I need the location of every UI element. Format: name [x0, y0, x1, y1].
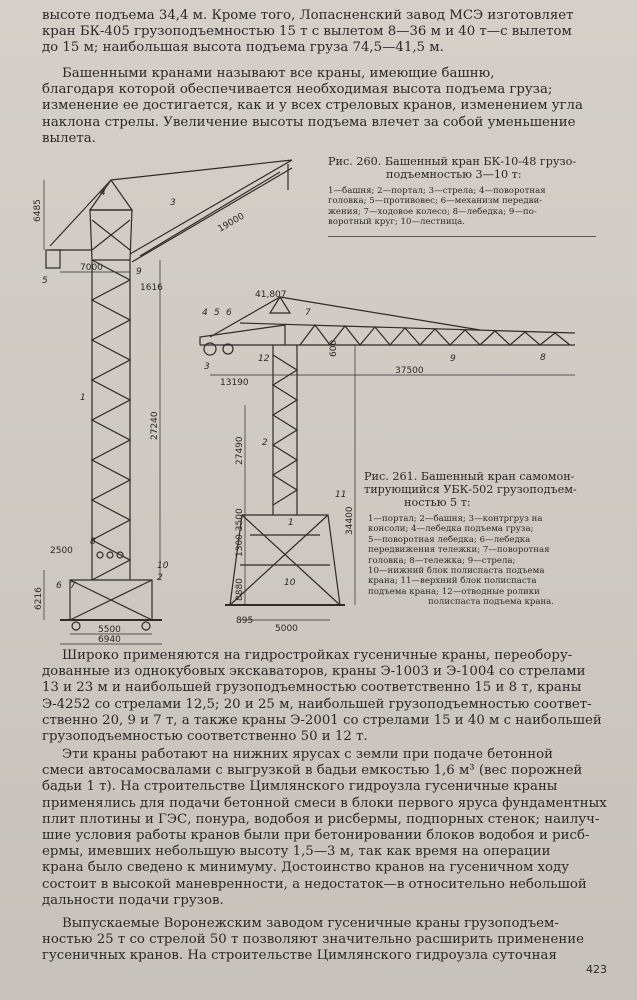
text-line: применялись для подачи бетонной смеси в блоки первого яруса фундаментных: [42, 795, 607, 811]
legend-line: 1—портал; 2—башня; 3—контргруз на: [368, 514, 543, 524]
dim-label: 1300 3500: [235, 508, 245, 557]
dim-label: 7000: [80, 263, 103, 273]
fig260-title: [328, 155, 576, 181]
part-label: 12: [258, 354, 270, 364]
part-label: 2: [262, 438, 268, 448]
text-line: Эти краны работают на нижних ярусах с земли при подаче бетонной: [62, 747, 554, 762]
text-line: шие условия работы кранов были при бетонировании блоков водобоя и рисб-: [42, 828, 590, 844]
dim-label: 34400: [345, 506, 355, 535]
text-line: до 15 м; наибольшая высота подъема груза 74,5—41,5 м.: [42, 40, 444, 56]
part-label: 8: [540, 353, 546, 363]
dim-label: 6216: [34, 587, 44, 610]
dim-label: 6940: [98, 635, 121, 645]
text-line: дованные из однокубовых экскаваторов, краны Э-1003 и Э-1004 со стрелами: [42, 664, 586, 680]
dim-label: 5000: [275, 624, 298, 634]
text-line: кран БК-405 грузоподъемностью 15 т с вылетом 8—36 м и 40 т—с вылетом: [42, 24, 572, 40]
caption-line: подъемностью 3—10 т:: [386, 168, 522, 181]
text-line: Башенными кранами называют все краны, имеющие башню,: [62, 66, 495, 81]
dim-label: 8880: [235, 578, 245, 601]
text-line: ермы, имевших небольшую высоту 1,5—3 м, так как время на операции: [42, 844, 551, 860]
text-line: Выпускаемые Воронежским заводом гусеничные краны грузоподъем-: [62, 916, 559, 931]
legend-line: жения; 7—ходовое колесо; 8—лебедка; 9—по-: [328, 206, 537, 217]
dim-label: 895: [236, 616, 254, 626]
text-line: вылета.: [42, 130, 96, 146]
part-label: 11: [335, 490, 347, 500]
text-line: плит плотины и ГЭС, понура, водобоя и рисбермы, подпорных стенок; наилуч-: [42, 811, 600, 827]
legend-line: 1—башня; 2—портал; 3—стрела; 4—поворотная: [328, 186, 546, 196]
legend-line: полиспаста подъема крана.: [428, 597, 555, 608]
tower-crane-paragraph: [42, 66, 612, 147]
caption-line: Рис. 261. Башенный кран самомон-: [364, 470, 575, 483]
part-label: 5: [42, 276, 48, 286]
text-line: дальности подачи грузов.: [42, 892, 224, 908]
text-line: Э-4252 со стрелами 12,5; 20 и 25 м, наибольшей грузоподъемностью соответ-: [42, 696, 592, 712]
text-line: благодаря которой обеспечивается необходимая высота подъема груза;: [42, 82, 553, 98]
part-label: 4: [100, 188, 106, 198]
legend-line: подъема крана; 12—отводные ролики: [368, 586, 540, 597]
part-label: 1: [80, 393, 86, 403]
fig261-title: [364, 470, 577, 509]
part-label: 4: [202, 308, 208, 318]
dim-label: 2500: [50, 546, 73, 556]
text-line: высоте подъема 34,4 м. Кроме того, Лопасненский завод МСЭ изготовляет: [42, 8, 574, 23]
part-label: 8: [90, 537, 96, 547]
caption-line: ностью 5 т:: [404, 496, 471, 509]
voronezh-paragraph: [42, 916, 612, 965]
part-label: 9: [450, 354, 456, 364]
part-label: 10: [157, 561, 169, 571]
dim-label: 27490: [235, 436, 245, 465]
part-label: 10: [284, 578, 296, 588]
text-line: 13 и 23 м и наибольшей грузоподъемностью соответственно 15 и 8 т, краны: [42, 680, 582, 696]
text-line: гусеничных кранов. На строительстве Цимлянского гидроузла суточная: [42, 948, 557, 964]
dim-label: 41,807: [255, 290, 287, 300]
dim-label: 19000: [216, 211, 247, 235]
dim-label: 13190: [220, 378, 249, 388]
part-label: 7: [305, 308, 311, 318]
part-label: 1: [288, 518, 294, 528]
text-line: ственно 20, 9 и 7 т, а также краны Э-2001 со стрелами 15 и 40 м с наибольшей: [42, 712, 602, 728]
part-label: 3: [170, 198, 176, 208]
page-number: 423: [586, 963, 607, 976]
part-label: 2: [157, 573, 163, 583]
dim-label: 27240: [150, 411, 160, 440]
caption-line: тирующийся УБК-502 грузоподъем-: [364, 483, 577, 496]
dim-label: 600: [329, 339, 339, 357]
caption-divider: [328, 236, 596, 237]
text-line: грузоподъемностью соответственно 50 и 12 т.: [42, 729, 368, 745]
text-line: состоит в высокой маневренности, а недостаток—в относительно небольшой: [42, 876, 587, 892]
part-label: 5: [214, 308, 220, 318]
part-label: 7: [70, 581, 76, 591]
legend-line: головка; 8—тележка; 9—стрела;: [368, 555, 516, 566]
text-line: Широко применяются на гидростройках гусеничные краны, переобору-: [62, 648, 573, 663]
dim-label: 5500: [98, 625, 121, 635]
text-line: смеси автосамосвалами с выгрузкой в бадьи емкостью 1,6 м³ (вес порожней: [42, 763, 583, 779]
legend-line: воротный круг; 10—лестница.: [328, 217, 466, 228]
part-label: 9: [136, 267, 142, 277]
dim-label: 1616: [140, 283, 163, 293]
text-line: изменение ее достигается, как и у всех стреловых кранов, изменением угла: [42, 98, 583, 114]
crawler-crane-paragraph: [42, 648, 612, 745]
legend-line: 5—поворотная лебедка; 6—лебедка: [368, 534, 531, 545]
legend-line: 10—нижний блок полиспаста подъема: [368, 566, 545, 577]
fig261-legend: [368, 514, 600, 608]
text-line: наклона стрелы. Увеличение высоты подъема влечет за собой уменьшение: [42, 114, 576, 130]
text-line: крана было сведено к минимуму. Достоинство кранов на гусеничном ходу: [42, 860, 570, 876]
legend-line: передвижения тележки; 7—поворотная: [368, 545, 550, 556]
dim-label: 37500: [395, 366, 424, 376]
legend-line: крана; 11—верхний блок полиспаста: [368, 576, 537, 587]
part-label: 6: [56, 581, 62, 591]
dim-label: 6485: [33, 199, 43, 222]
fig260-legend: [328, 186, 596, 228]
text-line: бадьи 1 т). На строительстве Цимлянского гидроузла гусеничные краны: [42, 779, 558, 795]
legend-line: консоли; 4—лебедка подъема груза;: [368, 524, 534, 535]
intro-paragraph: [42, 8, 612, 57]
text-line: ностью 25 т со стрелой 50 т позволяют значительно расширить применение: [42, 932, 584, 948]
part-label: 3: [204, 362, 210, 372]
work-conditions-paragraph: [42, 747, 612, 909]
legend-line: головка; 5—противовес; 6—механизм передви-: [328, 196, 543, 207]
part-label: 6: [226, 308, 232, 318]
caption-line: Рис. 260. Башенный кран БК-10-48 грузо-: [328, 155, 577, 168]
